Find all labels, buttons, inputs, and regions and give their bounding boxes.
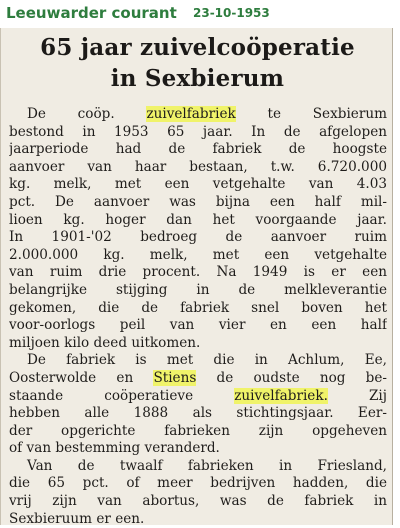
article-line: De fabriek is met die in Achlum, Ee, [27, 352, 387, 369]
article-line: De coöp. zuivelfabriek te Sexbierum [27, 106, 387, 122]
publication-date: 23-10-1953 [193, 6, 270, 20]
highlighted-term: Stiens [153, 369, 197, 386]
article-line: pct. De aanvoer was bijna een half mil- [9, 193, 387, 210]
article-line: hebben alle 1888 als stichtingsjaar. Eer- [9, 405, 387, 422]
article-line: In 1901-'02 bedroeg de aanvoer ruim [9, 229, 387, 246]
article-line: Van de twaalf fabrieken in Friesland, [27, 457, 387, 474]
newspaper-name: Leeuwarder courant [6, 4, 177, 22]
highlighted-term: zuivelfabriek. [234, 387, 328, 404]
clipping-header [0, 0, 400, 28]
article-line: belangrijke stijging in de melkleverantie [9, 281, 387, 298]
article-line: van ruim drie procent. Na 1949 is er een [9, 264, 387, 281]
article-line: voor-oorlogs peil van vier en een half [9, 317, 387, 334]
article-line: der opgerichte fabrieken zijn opgeheven [9, 422, 387, 439]
article-line: staande coöperatieve zuivelfabriek. Zij [9, 387, 387, 404]
article-headline-line-1: 65 jaar zuivelcoöperatie [40, 34, 355, 61]
article-line: bestond in 1953 65 jaar. In de afgelopen [9, 123, 387, 140]
highlighted-term: zuivelfabriek [146, 106, 236, 122]
article-line: Sexbieruum er een. [9, 510, 145, 527]
article-line: jaarperiode had de fabriek de hoogste [9, 141, 387, 158]
article-line: lioen kg. hoger dan het voorgaande jaar. [9, 211, 387, 228]
article-line: gekomen, die de fabriek snel boven het [9, 299, 387, 316]
article-headline-line-2: in Sexbierum [110, 65, 285, 92]
article-line: die 65 pct. of meer bedrijven hadden, die [9, 475, 387, 492]
article-line: of van bestemming veranderd. [9, 440, 220, 457]
article-line: kg. melk, met een vetgehalte van 4.03 [9, 176, 387, 193]
article-line: aanvoer van haar bestaan, t.w. 6.720.000 [9, 158, 387, 175]
newspaper-clipping [0, 28, 393, 525]
article-body [9, 106, 387, 528]
article-line: Oosterwolde en Stiens de oudste nog be- [9, 369, 387, 386]
article-line: vrij zijn van abortus, was de fabriek in [9, 493, 387, 510]
article-line: 2.000.000 kg. melk, met een vetgehalte [9, 246, 387, 263]
article-line: miljoen kilo deed uitkomen. [9, 334, 201, 351]
